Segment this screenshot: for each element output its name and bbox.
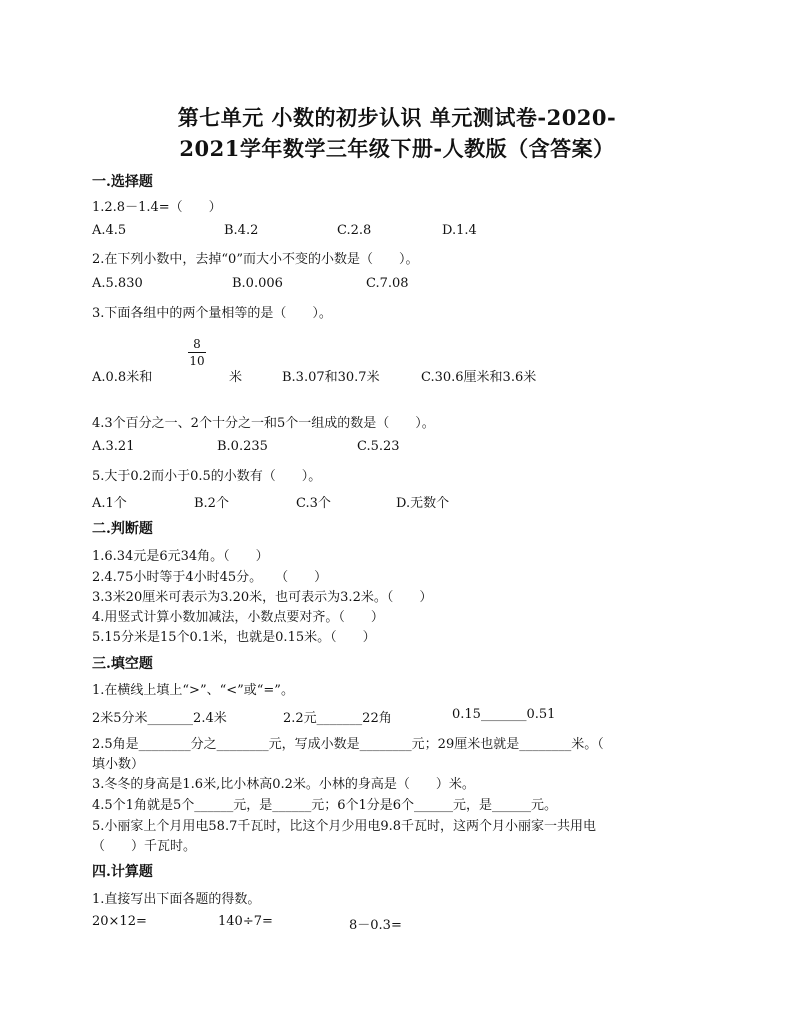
choice-q3-option-a-suffix: 米 (229, 370, 243, 385)
section-heading-choice: 一.选择题 (92, 174, 153, 190)
choice-q1-option-d: D.1.4 (442, 223, 477, 238)
document-title-line-1: 第七单元 小数的初步认识 单元测试卷-2020- (177, 105, 617, 130)
choice-q3-option-b: B.3.07和30.7米 (282, 370, 380, 385)
choice-q5-option-d: D.无数个 (396, 496, 450, 511)
fraction-denominator: 10 (189, 354, 205, 368)
fill-question-1: 1.在横线上填上“>”、“<”或“=”。 (92, 683, 294, 698)
choice-question-4: 4.3个百分之一、2个十分之一和5个一组成的数是（ ）。 (92, 416, 435, 431)
fill-question-5-line-1: 5.小丽家上个月用电58.7千瓦时，比这个月少用电9.8千瓦时，这两个月小丽家一共用电 (92, 819, 597, 834)
choice-question-3: 3.下面各组中的两个量相等的是（ ）。 (92, 306, 332, 321)
fraction-eight-tenths (186, 337, 208, 368)
calc-question-1: 1.直接写出下面各题的得数。 (92, 892, 261, 907)
section-heading-true-false: 二.判断题 (92, 521, 153, 537)
choice-question-1: 1.2.8－1.4=（ ） (92, 200, 222, 215)
choice-question-2: 2.在下列小数中，去掉“0”而大小不变的小数是（ ）。 (92, 252, 419, 267)
choice-q4-option-a: A.3.21 (92, 439, 135, 454)
choice-q2-option-b: B.0.006 (232, 276, 283, 291)
fraction-numerator: 8 (193, 337, 201, 351)
choice-q1-option-b: B.4.2 (224, 223, 259, 238)
choice-q5-option-a: A.1个 (92, 496, 127, 511)
choice-question-5: 5.大于0.2而小于0.5的小数有（ ）。 (92, 469, 322, 484)
fill-question-4: 4.5个1角就是5个______元，是______元；6个1分是6个______元，是______元。 (92, 798, 558, 813)
choice-q3-option-c: C.30.6厘米和3.6米 (421, 370, 537, 385)
calc-item-1: 20×12= (92, 914, 147, 929)
true-false-item-2: 2.4.75小时等于4小时45分。 （ ） (92, 570, 328, 585)
fill-q1-part-3: 0.15_______0.51 (452, 707, 556, 722)
fill-q1-part-2: 2.2元_______22角 (283, 711, 392, 726)
choice-q4-option-b: B.0.235 (217, 439, 268, 454)
fill-question-5-line-2: （ ）千瓦时。 (92, 839, 197, 854)
choice-q5-option-b: B.2个 (194, 496, 229, 511)
choice-q5-option-c: C.3个 (296, 496, 331, 511)
fill-question-3: 3.冬冬的身高是1.6米,比小林高0.2米。小林的身高是（ ）米。 (92, 777, 475, 792)
document-title-line-2: 2021学年数学三年级下册-人教版（含答案） (179, 136, 615, 161)
calc-item-3: 8－0.3= (349, 918, 402, 933)
true-false-item-5: 5.15分米是15个0.1米，也就是0.15米。（ ） (92, 630, 376, 645)
fraction-bar (188, 352, 206, 353)
choice-q2-option-a: A.5.830 (92, 276, 143, 291)
fill-question-2-line-1: 2.5角是________分之________元，写成小数是________元；29厘米也就是________米。（ (92, 737, 604, 752)
fill-question-2-line-2: 填小数） (92, 757, 145, 772)
section-heading-fill-blank: 三.填空题 (92, 656, 153, 672)
section-heading-calculation: 四.计算题 (92, 864, 153, 880)
true-false-item-1: 1.6.34元是6元34角。（ ） (92, 549, 269, 564)
true-false-item-4: 4.用竖式计算小数加减法，小数点要对齐。（ ） (92, 610, 384, 625)
calc-item-2: 140÷7= (218, 914, 273, 929)
fill-q1-part-1: 2米5分米_______2.4米 (92, 711, 227, 726)
choice-q2-option-c: C.7.08 (366, 276, 409, 291)
true-false-item-3: 3.3米20厘米可表示为3.20米，也可表示为3.2米。（ ） (92, 590, 433, 605)
choice-q3-option-a-prefix: A.0.8米和 (92, 370, 153, 385)
choice-q1-option-c: C.2.8 (337, 223, 372, 238)
choice-q4-option-c: C.5.23 (357, 439, 400, 454)
choice-q1-option-a: A.4.5 (92, 223, 127, 238)
